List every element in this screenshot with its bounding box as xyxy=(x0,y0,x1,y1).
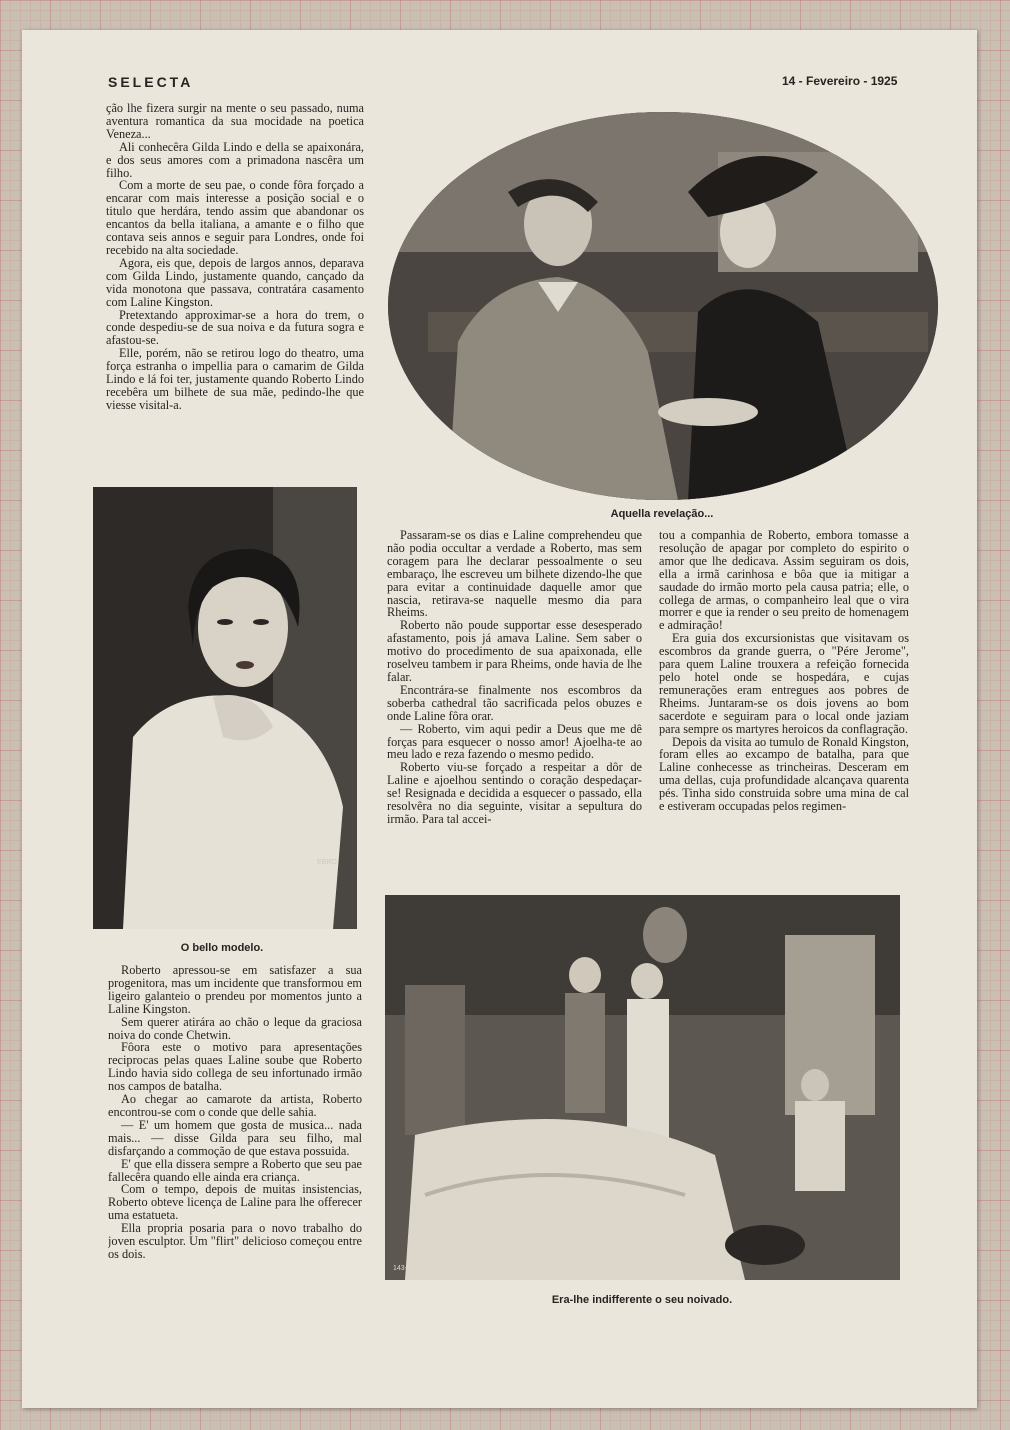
paragraph: Ao chegar ao camarote da artista, Roberto encontrou-se com o conde que delle sahia. xyxy=(108,1092,362,1119)
paragraph: Ella propria posaria para o novo trabalho do joven esculptor. Um "flirt" delicioso começou entre os dois. xyxy=(108,1221,362,1261)
paragraph: Roberto não poude supportar esse desesperado afastamento, pois já amava Laline. Sem saber o motivo do procedimento de sua apaixonada, elle roselveu tambem ir para Rheims, onde havia de lhe falar. xyxy=(387,618,642,684)
paragraph: — E' um homem que gosta de musica... nada mais... — disse Gilda para seu filho, mal disfarçando a commoção de que estava possuida. xyxy=(108,1117,362,1158)
paragraph: Com o tempo, depois de muitas insistencias, Roberto obteve licença de Laline para lhe offerecer uma estatueta. xyxy=(108,1182,362,1223)
text-column-2 xyxy=(387,529,642,877)
dressmaker-scene-illustration xyxy=(385,895,900,1280)
photo-studio-mark: EBRO xyxy=(317,859,337,866)
paragraph: Pretextando approximar-se a hora do trem, o conde despediu-se de sua noiva e da futura sogra e afastou-se. xyxy=(106,307,364,348)
film-still-illustration xyxy=(388,112,938,500)
text-column-3 xyxy=(659,529,909,877)
paragraph: — Roberto, vim aqui pedir a Deus que me dê forças para esquecer o nosso amor! Ajoelha-te ao meu lado e reza fazendo o mesmo pedido. xyxy=(387,721,642,762)
issue-date: 14 - Fevereiro - 1925 xyxy=(782,74,898,88)
paragraph: Ali conhecêra Gilda Lindo e della se apaixonára, e dos seus amores com a primadona nascêra um filho. xyxy=(106,139,364,180)
paragraph: Elle, porém, não se retirou logo do theatro, uma força estranha o impellia para o camarim de Gilda Lindo e lá foi ter, justamente quando Roberto Lindo recebêra um bilhete de sua mãe, pedindo-lhe que viesse visital-a. xyxy=(106,346,364,412)
oval-photo-caption: Aquella revelação... xyxy=(610,508,714,520)
paragraph: Roberto viu-se forçado a respeitar a dôr de Laline e ajoelhou sentindo o coração despedaçar-se! Resignada e decidida a esquecer o passado, ella resolvêra no dia seguinte, visitar a sepultura do irmão. Para tal accei- xyxy=(387,760,642,826)
portrait-photo xyxy=(93,487,357,929)
paragraph: Encontrára-se finalmente nos escombros da soberba cathedral tão sacrificada pelos obuzes e onde Laline fôra orar. xyxy=(387,682,642,723)
magazine-title: SELECTA xyxy=(108,74,194,90)
oval-film-still xyxy=(388,112,938,500)
paragraph: Passaram-se os dias e Laline comprehendeu que não podia occultar a verdade a Roberto, mas sem coragem para lhe declarar pessoalmente o seu embaraço, lhe escreveu um bilhete dizendo-lhe que para evitar a continuidade daquelle amor que nascia, retirava-se naquelle mesmo dia para Rheims. xyxy=(387,529,642,620)
paragraph: tou a companhia de Roberto, embora tomasse a resolução de apagar por completo do espirito o amor que lhe dedicava. Assim seguiram os dois, ella a irmã carinhosa e bôa que ia mitigar a saudade do irmão morto pela causa patria; elle, o collega de armas, o companheiro leal que o vira morrer e que ia render o seu preito de homenagem e admiração! xyxy=(659,529,909,633)
text-column-1-bottom xyxy=(108,964,362,1360)
paragraph: Sem querer atirára ao chão o leque da graciosa noiva do conde Chetwin. xyxy=(108,1014,362,1042)
paragraph: Fôora este o motivo para apresentações reciprocas pelas quaes Laline soube que Roberto Lindo havia sido collega de seu infortunado irmão nos campos de batalha. xyxy=(108,1040,362,1094)
magazine-page xyxy=(22,30,977,1408)
paragraph: Com a morte de seu pae, o conde fôra forçado a encarar com mais interesse a posição social e o titulo que herdára, tendo assim que abandonar os encantos da bella italiana, a amante e o filho que contava seis annos e seguir para Londres, onde foi recebido na alta sociedade. xyxy=(106,178,364,257)
paragraph: E' que ella dissera sempre a Roberto que seu pae fallecêra quando elle ainda era criança. xyxy=(108,1156,362,1184)
film-still-number: 143-79 xyxy=(393,1265,415,1272)
portrait-photo-caption: O bello modelo. xyxy=(180,942,264,954)
paragraph: Depois da visita ao tumulo de Ronald Kingston, foram elles ao excampo de batalha, para que Laline conhecesse as trincheiras. Desceram em uma dellas, cuja profundidade alcançava quarenta pés. Tinha sido construida sobre uma mina de cal e estiveram occupadas pelos regimen- xyxy=(659,734,909,814)
paragraph: Roberto apressou-se em satisfazer a sua progenitora, mas um incidente que transformou em ligeiro galanteio o prendeu por momentos junto a Laline Kingston. xyxy=(108,964,362,1016)
paragraph: Era guia dos excursionistas que visitavam os escombros da grande guerra, o "Pére Jerome", para quem Laline trouxera a refeição fornecida pelo hotel onde se hospedára, e cujas remunerações eram entregues aos pobres de Rheims. Juntaram-se os dois jovens ao bom sacerdote e seguiram para o local onde jaziam para sempre os martyres heroicos da conflagração. xyxy=(659,631,909,736)
paragraph: Agora, eis que, depois de largos annos, deparava com Gilda Lindo, justamente quando, cançado da vida monotona que passava, contratára casamento com Laline Kingston. xyxy=(106,255,364,309)
text-column-1-top xyxy=(106,102,364,475)
wide-photo-caption: Era-lhe indifferente o seu noivado. xyxy=(551,1294,733,1306)
wide-film-still xyxy=(385,895,900,1280)
paragraph: ção lhe fizera surgir na mente o seu passado, numa aventura romantica da sua mocidade na poetica Veneza... xyxy=(106,102,364,141)
